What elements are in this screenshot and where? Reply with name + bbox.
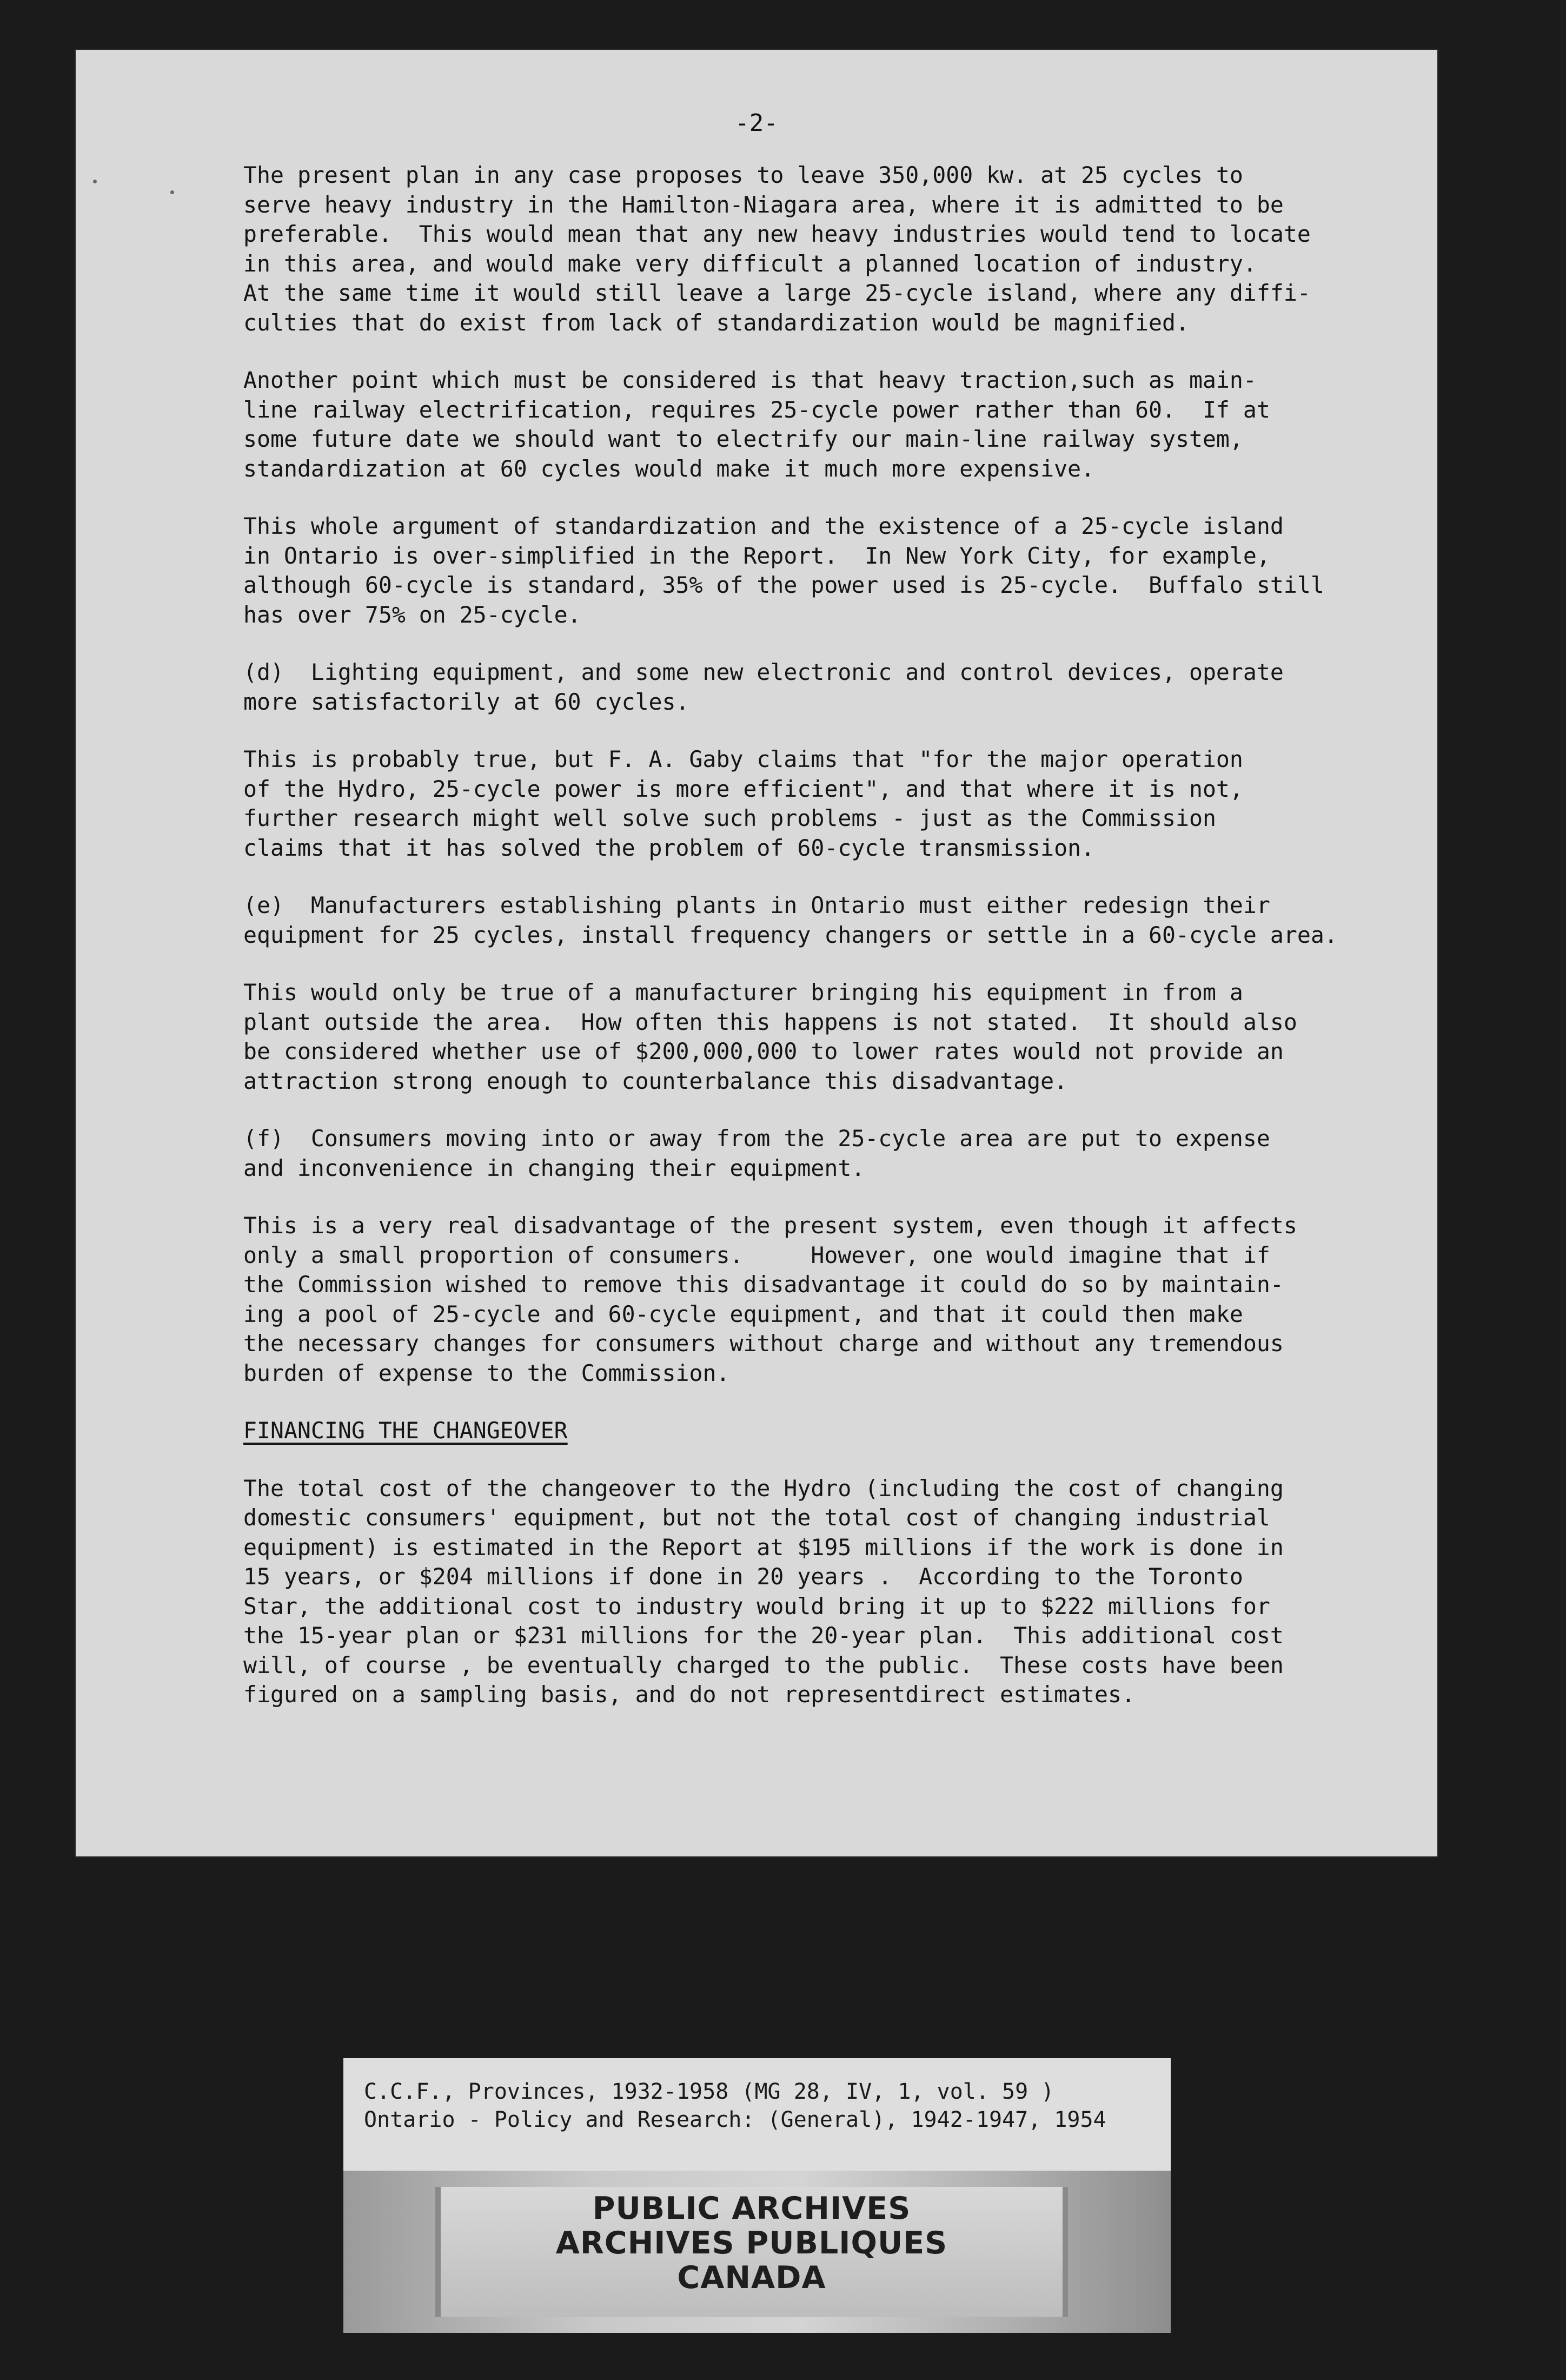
text-line: and inconvenience in changing their equipment.	[243, 1154, 865, 1181]
text-line: serve heavy industry in the Hamilton-Niagara area, where it is admitted to be	[243, 191, 1284, 218]
paragraph	[243, 1211, 1390, 1388]
stamp-line: ARCHIVES PUBLIQUES	[555, 2225, 948, 2261]
text-line: standardization at 60 cycles would make it much more expensive.	[243, 455, 1095, 482]
text-line: although 60-cycle is standard, 35% of the power used is 25-cycle. Buffalo still	[243, 572, 1324, 598]
text-line: The total cost of the changeover to the Hydro (including the cost of changing	[243, 1475, 1284, 1502]
paragraph	[243, 512, 1390, 630]
page-number: -2-	[735, 109, 778, 137]
text-line: be considered whether use of $200,000,000 to lower rates would not provide an	[243, 1038, 1284, 1065]
text-line: in Ontario is over-simplified in the Report. In New York City, for example,	[243, 542, 1270, 569]
stamp-text	[441, 2191, 1063, 2295]
archives-stamp	[343, 2171, 1171, 2333]
text-line: (e) Manufacturers establishing plants in Ontario must either redesign their	[243, 892, 1270, 918]
text-line: Star, the additional cost to industry would bring it up to $222 millions for	[243, 1592, 1270, 1619]
text-line: preferable. This would mean that any new heavy industries would tend to locate	[243, 221, 1311, 247]
text-line: equipment) is estimated in the Report at $195 millions if the work is done in	[243, 1533, 1284, 1561]
text-line: plant outside the area. How often this happens is not stated. It should also	[243, 1008, 1297, 1035]
text-line: the 15-year plan or $231 millions for the 20-year plan. This additional cost	[243, 1622, 1284, 1649]
paragraph	[243, 1474, 1390, 1710]
document-page	[76, 50, 1437, 1856]
text-line: claims that it has solved the problem of 60-cycle transmission.	[243, 834, 1095, 861]
text-line: This is probably true, but F. A. Gaby claims that "for the major operation	[243, 746, 1243, 772]
paragraph	[243, 658, 1390, 717]
margin-mark	[93, 180, 97, 183]
stamp-panel	[435, 2187, 1068, 2317]
text-line: At the same time it would still leave a large 25-cycle island, where any diffi-	[243, 280, 1311, 306]
text-line: Another point which must be considered is that heavy traction,such as main-	[243, 367, 1257, 393]
margin-mark	[170, 190, 174, 194]
stamp-line: CANADA	[677, 2260, 826, 2296]
section-heading: FINANCING THE CHANGEOVER	[243, 1417, 568, 1444]
text-line: burden of expense to the Commission.	[243, 1359, 730, 1386]
paragraph	[243, 366, 1390, 484]
text-line: (d) Lighting equipment, and some new electronic and control devices, operate	[243, 659, 1284, 685]
text-line: equipment for 25 cycles, install frequency changers or settle in a 60-cycle area.	[243, 921, 1338, 948]
text-line: of the Hydro, 25-cycle power is more efficient", and that where it is not,	[243, 775, 1243, 802]
paragraph	[243, 978, 1390, 1096]
text-line: This would only be true of a manufacturer bringing his equipment in from a	[243, 979, 1243, 1006]
text-line: This whole argument of standardization and the existence of a 25-cycle island	[243, 513, 1284, 539]
archive-label-line: C.C.F., Provinces, 1932-1958 (MG 28, IV, 1, vol. 59 )	[364, 2079, 1054, 2104]
text-line: only a small proportion of consumers. However, one would imagine that if	[243, 1241, 1270, 1268]
text-line: further research might well solve such problems - just as the Commission	[243, 805, 1216, 831]
text-line: the Commission wished to remove this disadvantage it could do so by maintain-	[243, 1271, 1284, 1298]
stamp-line: PUBLIC ARCHIVES	[592, 2191, 911, 2226]
paragraph	[243, 1124, 1390, 1183]
text-line: 15 years, or $204 millions if done in 20 years . According to the Toronto	[243, 1563, 1243, 1590]
text-line: domestic consumers' equipment, but not the total cost of changing industrial	[243, 1504, 1270, 1531]
text-line: This is a very real disadvantage of the present system, even though it affects	[243, 1212, 1297, 1239]
text-line: The present plan in any case proposes to leave 350,000 kw. at 25 cycles to	[243, 162, 1243, 188]
paragraph	[243, 891, 1390, 950]
text-line: will, of course , be eventually charged to the public. These costs have been	[243, 1651, 1284, 1678]
text-line: the necessary changes for consumers without charge and without any tremendous	[243, 1330, 1284, 1357]
document-body	[243, 161, 1390, 1738]
paragraph	[243, 745, 1390, 863]
text-line: figured on a sampling basis, and do not representdirect estimates.	[243, 1681, 1136, 1708]
archive-label	[343, 2058, 1171, 2171]
text-line: (f) Consumers moving into or away from the 25-cycle area are put to expense	[243, 1125, 1270, 1152]
paragraph	[243, 161, 1390, 338]
text-line: some future date we should want to electrify our main-line railway system,	[243, 426, 1243, 452]
text-line: ing a pool of 25-cycle and 60-cycle equipment, and that it could then make	[243, 1300, 1243, 1327]
text-line: culties that do exist from lack of standardization would be magnified.	[243, 309, 1189, 336]
text-line: more satisfactorily at 60 cycles.	[243, 688, 689, 715]
text-line: attraction strong enough to counterbalance this disadvantage.	[243, 1067, 1068, 1094]
text-line: has over 75% on 25-cycle.	[243, 601, 581, 628]
archive-label-line: Ontario - Policy and Research: (General), 1942-1947, 1954	[364, 2107, 1106, 2132]
text-line: in this area, and would make very difficult a planned location of industry.	[243, 250, 1257, 277]
text-line: line railway electrification, requires 25-cycle power rather than 60. If at	[243, 396, 1270, 423]
